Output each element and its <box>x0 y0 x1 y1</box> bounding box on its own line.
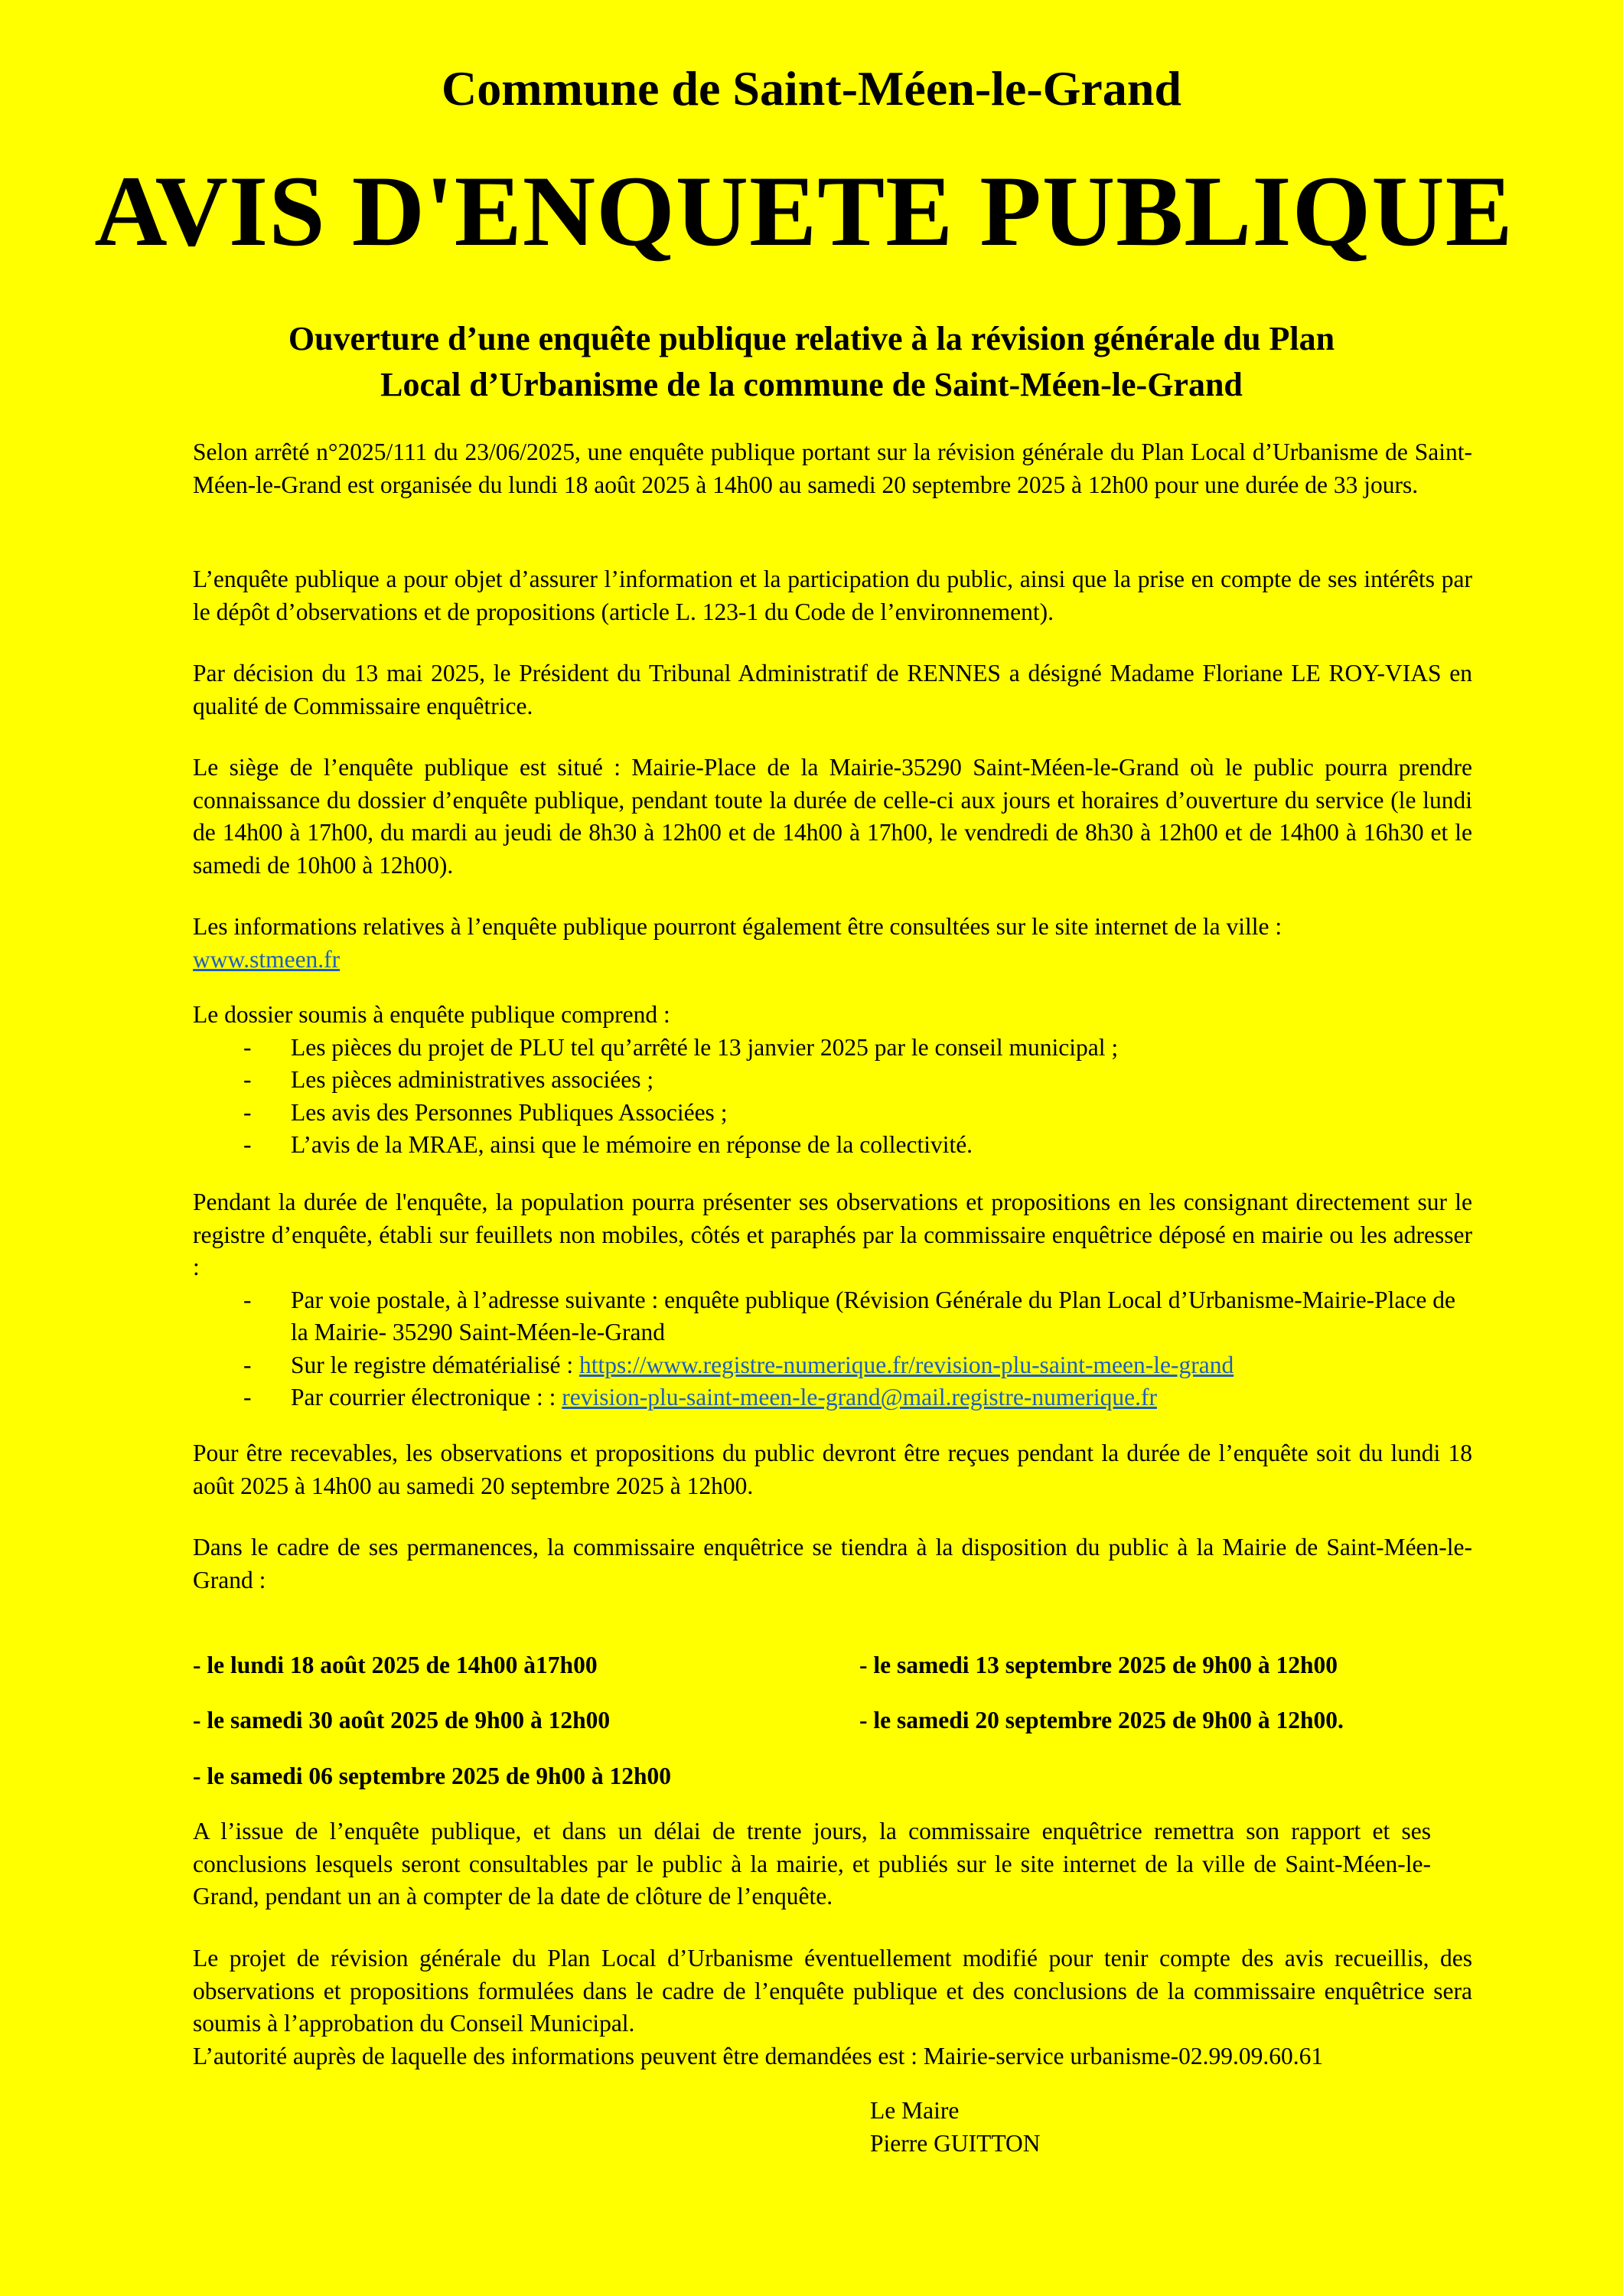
dossier-intro: Le dossier soumis à enquête publique comprend : <box>193 1001 670 1028</box>
paragraph-text: Selon arrêté n°2025/111 du 23/06/2025, une enquête publique portant sur la révision générale du Plan Local d’Urbanisme de Saint-Méen-le-Grand est organisée du lundi 18 août 2025 à 14h00 au samedi 20 septembre 2025 à 12h00 pour une durée de 33 jours. <box>193 439 1472 498</box>
notice-title: AVIS D'ENQUETE PUBLIQUE <box>94 155 1514 267</box>
contact-postal: - Par voie postale, à l’adresse suivante : enquête publique (Révision Générale du Plan Local d’Urbanisme-Mairie-Place de la Mairie- 35290 Saint-Méen-le-Grand <box>243 1286 1455 1345</box>
dossier-item: - Les avis des Personnes Publiques Associées ; <box>243 1098 728 1126</box>
paragraph-decision <box>193 657 1472 722</box>
paragraph-autorite: L’autorité auprès de laquelle des informations peuvent être demandées est : Mairie-service urbanisme-02.99.09.60.61 <box>193 2042 1324 2069</box>
paragraph-approbation <box>193 1942 1472 2073</box>
paragraph-site-internet <box>193 911 1472 976</box>
contact-email: - Par courrier électronique : : revision-plu-saint-meen-le-grand@mail.registre-numerique.fr <box>243 1384 1157 1411</box>
dossier-item: - Les pièces administratives associées ; <box>243 1066 654 1093</box>
permanence-date: - le lundi 18 août 2025 de 14h00 à17h00 <box>193 1652 598 1678</box>
registre-link[interactable]: https://www.registre-numerique.fr/revision-plu-saint-meen-le-grand <box>579 1351 1234 1378</box>
permanence-date: - le samedi 13 septembre 2025 de 9h00 à 12h00 <box>859 1652 1338 1678</box>
dossier-item: - Les pièces du projet de PLU tel qu’arrêté le 13 janvier 2025 par le conseil municipal ; <box>243 1033 1119 1061</box>
dossier-section <box>193 999 1472 1162</box>
subtitle-line-2: Local d’Urbanisme de la commune de Saint-Méen-le-Grand <box>380 366 1243 403</box>
email-link[interactable]: revision-plu-saint-meen-le-grand@mail.registre-numerique.fr <box>562 1384 1157 1411</box>
paragraph-text: Pour être recevables, les observations et propositions du public devront être reçues pendant la durée de l’enquête soit du lundi 18 août 2025 à 14h00 au samedi 20 septembre 2025 à 12h00. <box>193 1440 1472 1499</box>
paragraph-recevables <box>193 1437 1472 1502</box>
signature-name: Pierre GUITTON <box>870 2129 1041 2157</box>
paragraph-text: Pendant la durée de l'enquête, la population pourra présenter ses observations et propositions en les consignant directement sur le registre d’enquête, établi sur feuillets non mobiles, côtés et paraphés par la commissaire enquêtrice déposé en mairie ou les adresser : <box>193 1189 1472 1280</box>
contact-list <box>193 1284 1472 1414</box>
dossier-item: - L’avis de la MRAE, ainsi que le mémoire en réponse de la collectivité. <box>243 1131 973 1158</box>
paragraph-text: A l’issue de l’enquête publique, et dans un délai de trente jours, la commissaire enquêtrice remettra son rapport et ses conclusions lesquels seront consultables par le public à la mairie, et publiés sur le site internet de la ville de Saint-Méen-le-Grand, pendant un an à compter de la date de clôture de l’enquête. <box>193 1818 1431 1910</box>
paragraph-objet <box>193 563 1472 628</box>
signature-block <box>870 2095 1040 2160</box>
observations-section <box>193 1186 1472 1414</box>
paragraph-permanences-intro <box>193 1531 1472 1596</box>
contact-registre: - Sur le registre dématérialisé : https://www.registre-numerique.fr/revision-plu-saint-meen-le-grand <box>243 1351 1234 1378</box>
paragraph-siege <box>193 752 1472 882</box>
permanence-date: - le samedi 20 septembre 2025 de 9h00 à 12h00. <box>859 1707 1344 1733</box>
paragraph-text: L’enquête publique a pour objet d’assurer l’information et la participation du public, ainsi que la prise en compte de ses intérêts par le dépôt d’observations et de propositions (article L. 123-1 du Code de l’environnement). <box>193 566 1472 625</box>
permanence-date: - le samedi 06 septembre 2025 de 9h00 à 12h00 <box>193 1763 672 1789</box>
signature-role: Le Maire <box>870 2097 960 2124</box>
paragraph-arrete <box>193 436 1472 501</box>
paragraph-text: Le siège de l’enquête publique est situé : Mairie-Place de la Mairie-35290 Saint-Méen-le-Grand où le public pourra prendre connaissance du dossier d’enquête publique, pendant toute la durée de celle-ci aux jours et horaires d’ouverture du service (le lundi de 14h00 à 17h00, du mardi au jeudi de 8h30 à 12h00 et de 14h00 à 17h00, le vendredi de 8h30 à 12h00 et de 14h00 à 16h30 et le samedi de 10h00 à 12h00). <box>193 754 1472 879</box>
paragraph-rapport <box>193 1815 1431 1913</box>
subtitle-line-1: Ouverture d’une enquête publique relative à la révision générale du Plan <box>288 320 1335 357</box>
website-link[interactable]: www.stmeen.fr <box>193 945 341 973</box>
dossier-list <box>193 1032 1472 1162</box>
paragraph-text: Les informations relatives à l’enquête publique pourront également être consultées sur le site internet de la ville : <box>193 913 1282 940</box>
paragraph-text: Le projet de révision générale du Plan Local d’Urbanisme éventuellement modifié pour tenir compte des avis recueillis, des observations et propositions formulées dans le cadre de l’enquête publique et des conclusions de la commissaire enquêtrice sera soumis à l’approbation du Conseil Municipal. <box>193 1945 1472 2037</box>
permanence-date: - le samedi 30 août 2025 de 9h00 à 12h00 <box>193 1707 611 1733</box>
notice-subtitle <box>184 316 1439 408</box>
paragraph-text: Dans le cadre de ses permanences, la commissaire enquêtrice se tiendra à la disposition du public à la Mairie de Saint-Méen-le-Grand : <box>193 1534 1472 1593</box>
paragraph-text: Par décision du 13 mai 2025, le Président du Tribunal Administratif de RENNES a désigné Madame Floriane LE ROY-VIAS en qualité de Commissaire enquêtrice. <box>193 660 1472 719</box>
commune-heading: Commune de Saint-Méen-le-Grand <box>441 61 1182 116</box>
